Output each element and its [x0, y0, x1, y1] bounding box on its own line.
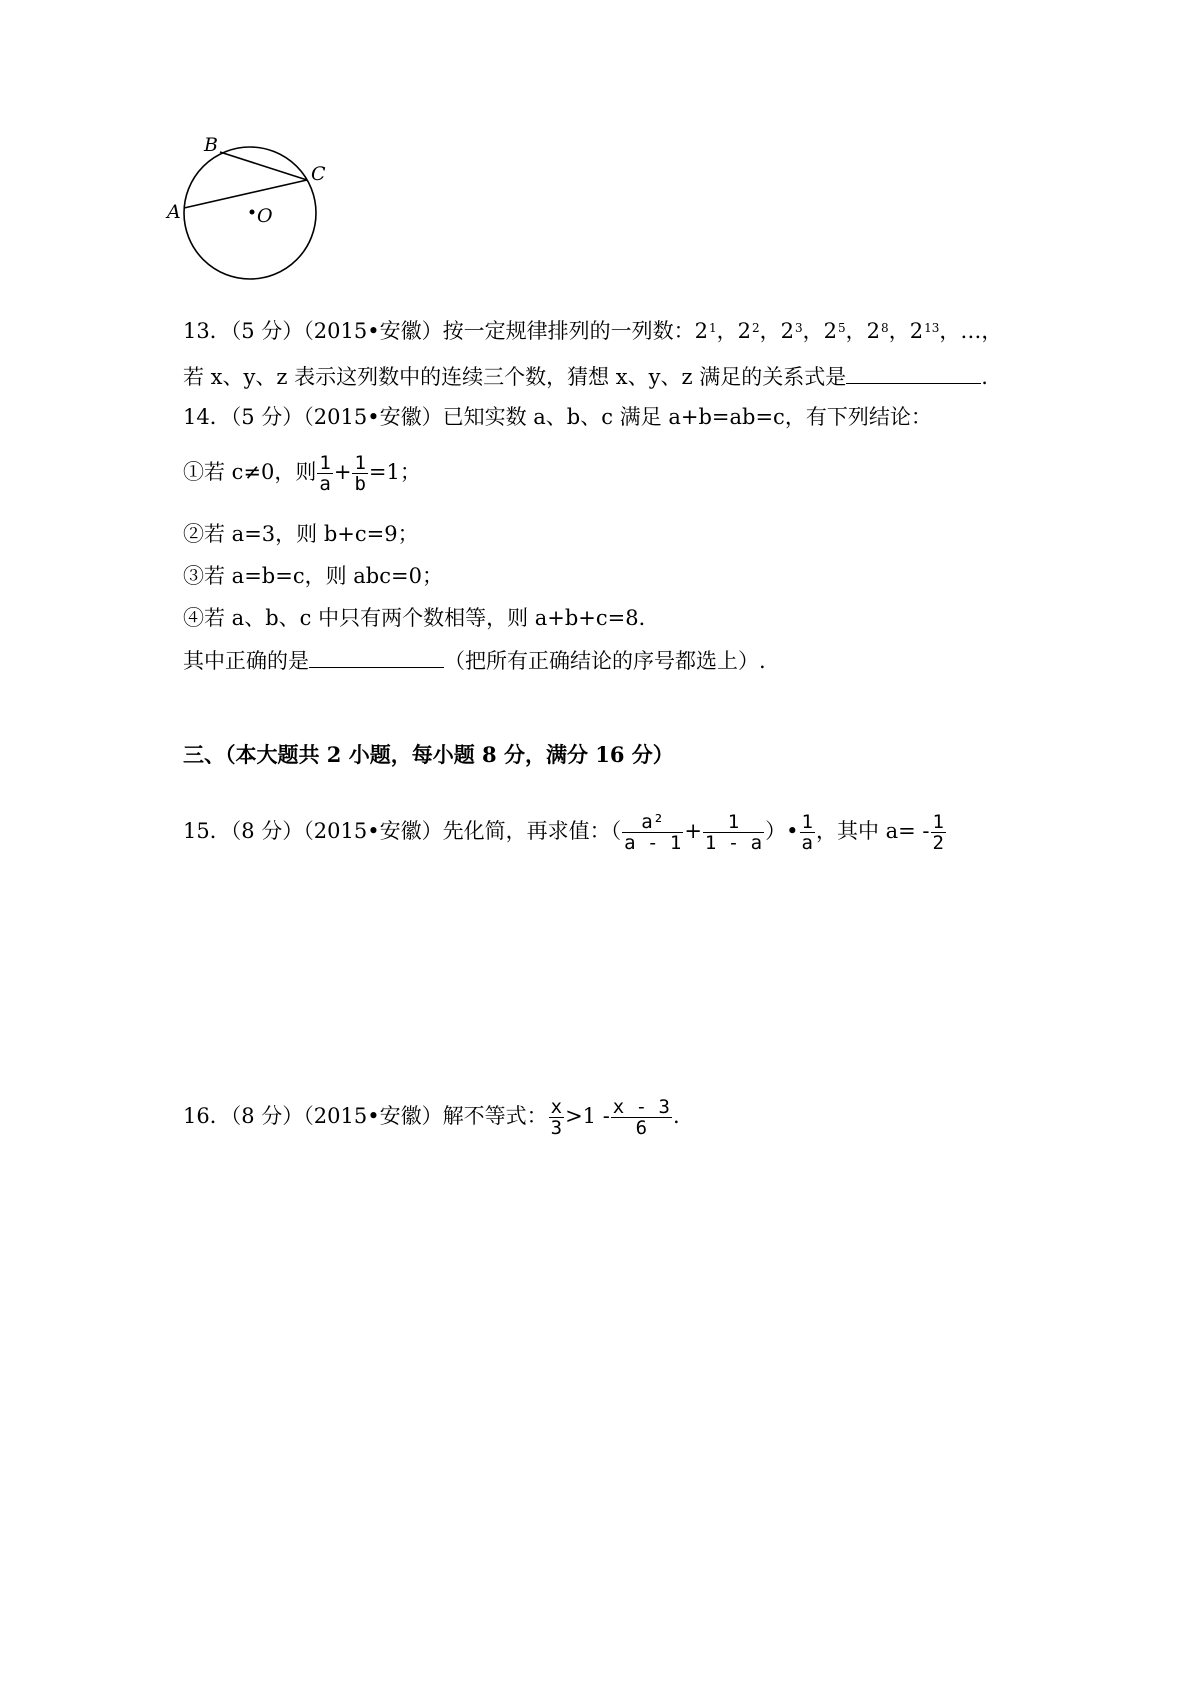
term-exponent: 13: [924, 321, 940, 335]
q15-stem: （8 分）（2015•安徽）先化简，再求值：（: [230, 819, 622, 843]
fraction-numerator: x: [550, 1096, 563, 1118]
q14-answer-line: [183, 648, 766, 674]
fraction-numerator: a²: [622, 812, 683, 833]
term-separator: ，: [802, 319, 824, 343]
term-base: 2: [780, 319, 795, 343]
q14-item1-pre: ①若 c≠0，则: [183, 460, 317, 484]
term-exponent: 5: [838, 321, 846, 335]
term-exponent: 3: [795, 321, 803, 335]
label-b: B: [204, 134, 218, 156]
q14-item2: ②若 a=3，则 b+c=9；: [183, 522, 419, 546]
q13-number: 13．: [183, 319, 231, 343]
q14-fraction-1-over-b: [352, 453, 367, 494]
q16-line: [183, 1088, 680, 1144]
q13-question: 若 x、y、z 表示这列数中的连续三个数，猜想 x、y、z 满足的关系式是: [183, 365, 847, 389]
q13-answer-blank[interactable]: [846, 365, 981, 384]
q14-number: 14．: [183, 405, 231, 429]
q16-greater-than: >1 -: [565, 1104, 610, 1128]
fraction-denominator: 1 - a: [704, 832, 763, 854]
q14-stem-line: [183, 404, 932, 430]
sequence-term: [867, 319, 910, 343]
label-a: A: [167, 201, 181, 223]
fraction-denominator: 6: [635, 1117, 648, 1139]
q16-stem: （8 分）（2015•安徽）解不等式：: [230, 1104, 548, 1128]
q14-item1: [183, 449, 421, 495]
q13-sequence: [695, 319, 961, 343]
sequence-term: [824, 319, 867, 343]
chord-bc: [220, 152, 307, 180]
fraction-numerator: 1: [932, 811, 944, 833]
term-base: 2: [737, 319, 751, 343]
q14-fraction-1-over-a: [317, 453, 332, 494]
term-exponent: 8: [881, 321, 889, 335]
term-exponent: 2: [752, 321, 760, 335]
plus-sign: +: [684, 819, 702, 843]
fraction-numerator: 1: [703, 812, 764, 833]
q15-fraction-1-over-a: [800, 812, 815, 853]
circle-figure: [160, 130, 360, 280]
fraction-numerator: 1: [801, 811, 813, 833]
term-separator: ，: [845, 319, 867, 343]
fraction-numerator: 1: [354, 452, 366, 474]
q13-line2: [183, 364, 988, 390]
q13-period: .: [981, 365, 988, 389]
label-c: C: [311, 163, 326, 185]
chord-ac: [184, 180, 307, 208]
term-base: 2: [694, 319, 708, 343]
q15-close-dot: ）•: [765, 819, 799, 843]
section-3-title: 三、（本大题共 2 小题，每小题 8 分，满分 16 分）: [183, 742, 674, 767]
q14-item1-post: =1；: [368, 460, 421, 484]
fraction-denominator: 3: [550, 1117, 563, 1139]
fraction-denominator: a: [319, 473, 331, 495]
q14-item4: ④若 a、b、c 中只有两个数相等，则 a+b+c=8．: [183, 606, 660, 630]
fraction-numerator: x - 3: [612, 1096, 670, 1118]
term-separator: ，: [759, 319, 781, 343]
sequence-term: [738, 319, 781, 343]
q15-where: ，其中 a= -: [815, 819, 930, 843]
sequence-term: [781, 319, 824, 343]
q13-stem: （5 分）（2015•安徽）按一定规律排列的一列数：: [230, 319, 695, 343]
fraction-denominator: 2: [932, 832, 944, 854]
term-separator: ，: [716, 319, 738, 343]
sequence-term: [910, 319, 961, 343]
q14-answer-blank[interactable]: [309, 649, 444, 668]
term-base: 2: [823, 319, 838, 343]
term-separator: ，: [888, 319, 910, 343]
q14-stem: （5 分）（2015•安徽）已知实数 a、b、c 满足 a+b=ab=c，有下列结论：: [230, 405, 932, 429]
q14-answer-post: （把所有正确结论的序号都选上）.: [444, 649, 766, 673]
term-base: 2: [866, 319, 881, 343]
q16-period: .: [673, 1104, 680, 1128]
q14-item3: ③若 a=b=c，则 abc=0；: [183, 564, 443, 588]
q15-fraction-1-over-1-a: [703, 812, 764, 853]
fraction-denominator: a: [801, 832, 813, 854]
plus-sign: +: [333, 460, 352, 484]
q15-line: [183, 803, 947, 859]
fraction-numerator: 1: [319, 452, 331, 474]
q14-answer-pre: 其中正确的是: [183, 649, 309, 673]
q13-line1: [183, 318, 1002, 344]
label-o: O: [257, 205, 273, 227]
term-exponent: 1: [708, 321, 717, 335]
term-base: 2: [909, 319, 924, 343]
q16-number: 16．: [183, 1104, 231, 1128]
q15-fraction-1-over-2: [931, 812, 946, 853]
fraction-denominator: b: [354, 473, 366, 495]
center-dot: [250, 210, 255, 215]
q15-fraction-a2-over-a-1: [622, 812, 683, 853]
sequence-term: [695, 319, 738, 343]
q13-ellipsis: …，: [960, 319, 1003, 343]
q15-number: 15．: [183, 819, 231, 843]
fraction-denominator: a - 1: [624, 832, 682, 854]
q16-fraction-x-over-3: [549, 1097, 564, 1138]
q16-fraction-x-3-over-6: [611, 1097, 672, 1138]
term-separator: ，: [939, 319, 961, 343]
